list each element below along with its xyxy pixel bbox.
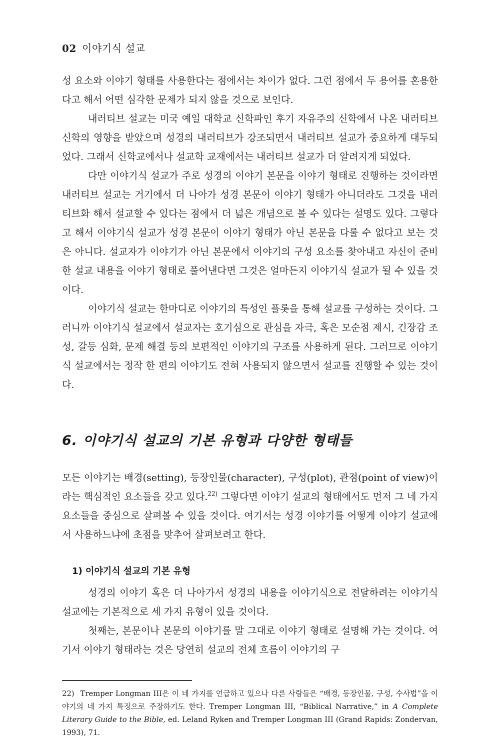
body-paragraph: 내러티브 설교는 미국 예일 대학교 신학파인 후기 자유주의 신학에서 나온 내러티브 신학의 영향을 받았으며 성경의 내러티브가 강조되면서 내러티브 설교가 중요하게 대두되었다. 그래서 신학교에서나 설교학 교재에서는 내러티브 설교가 더 알려지게 되었다. xyxy=(62,114,438,163)
body-paragraph: 성경의 이야기 혹은 더 나아가서 성경의 내용을 이야기식으로 전달하려는 이야기식 설교에는 기본적으로 세 가지 유형이 있을 것이다. xyxy=(62,588,438,618)
section-heading: 6. 이야기식 설교의 기본 유형과 다양한 형태들 xyxy=(62,433,353,449)
section-intro-paragraph xyxy=(62,469,438,545)
footnote-book-title: A Complete Literary Guide to the Bible xyxy=(62,702,438,724)
body-paragraph: 첫째는, 본문이나 본문의 이야기를 말 그대로 이야기 형태로 설명해 가는 것이다. 여기서 이야기 형태라는 것은 당연히 설교의 전체 흐름이 이야기의 구 xyxy=(62,626,438,656)
running-title: 이야기식 설교 xyxy=(82,44,146,55)
footnote-divider xyxy=(62,680,192,681)
footnote-reference: 22) xyxy=(207,490,218,498)
footnote-number: 22) xyxy=(62,689,75,698)
paragraph-text: 모든 이야기는 배경(setting), 등장인물(character), 구성(plot), 관점(point of view)이라는 핵심적인 요소들을 갖고 있다. xyxy=(62,473,438,503)
paragraph-text: 그렇다면 이야기 설교의 형태에서도 먼저 그 네 가지 요소들을 중심으로 살펴볼 수 있을 것이다. 여기서는 성경 이야기를 어떻게 이야기 설교에서 사용하느냐에 초점을 맞추어 살펴보려고 한다. xyxy=(62,492,439,541)
running-head xyxy=(62,40,438,54)
footnote-text: , ed. Leland Ryken and Tremper Longman III (Grand Rapids: Zondervan, 1993), 71. xyxy=(62,715,438,737)
footnote xyxy=(62,687,438,739)
subsection-heading: 1) 이야기식 설교의 기본 유형 xyxy=(72,567,191,577)
page-number: 02 xyxy=(62,44,77,55)
body-paragraph: 성 요소와 이야기 형태를 사용한다는 점에서는 차이가 없다. 그런 점에서 두 용어를 혼용한다고 해서 어떤 심각한 문제가 되지 않을 것으로 보인다. xyxy=(62,76,438,106)
footnote-text: Tremper Longman III은 이 네 가지를 언급하고 있으나 다른 사람들은 “배경, 등장인물, 구성, 수사법”을 이야기의 네 가지 특징으로 주장하기도 한다. Tremper Longman III, “Biblical Narrative,” in xyxy=(62,689,438,711)
body-paragraph: 다만 이야기식 설교가 주로 성경의 이야기 본문을 이야기 형태로 진행하는 것이라면 내러티브 설교는 거기에서 더 나아가 성경 본문이 이야기 형태가 아니더라도 그것을 내러티브화 해서 설교할 수 있다는 점에서 더 넓은 개념으로 볼 수 있다는 설명도 있다. 그렇다고 해서 이야기식 설교가 성경 본문이 이야기 형태가 아닌 본문을 다룰 수 없다고 보는 것은 아니다. 설교자가 이야기가 아닌 본문에서 이야기의 구성 요소를 찾아내고 자신이 준비한 설교 내용을 이야기 형태로 풀어낸다면 그것은 얼마든지 이야기식 설교가 될 수 있을 것이다. xyxy=(62,171,438,296)
body-paragraph: 이야기식 설교는 한마디로 이야기의 특성인 플롯을 통해 설교를 구성하는 것이다. 그러니까 이야기식 설교에서 설교자는 호기심으로 관심을 자극, 혹은 모순점 제시, 긴장감 조성, 갈등 심화, 문제 해결 등의 보편적인 이야기의 구조를 사용하게 된다. 그러므로 이야기식 설교에서는 정작 한 편의 이야기도 전혀 사용되지 않으면서 설교를 진행할 수 있는 것이다. xyxy=(62,304,438,391)
